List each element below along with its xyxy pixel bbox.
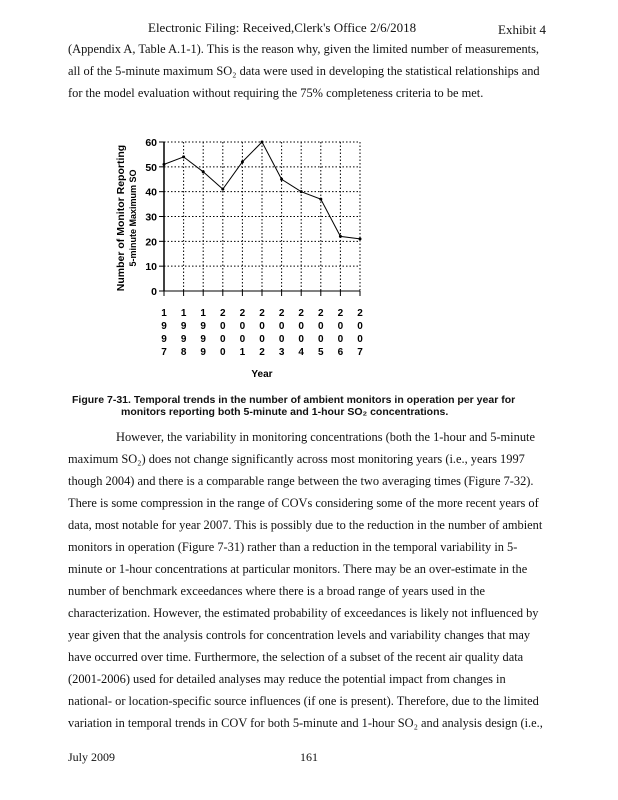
page-number: 161: [300, 750, 318, 764]
y-tick-label: 60: [145, 137, 157, 149]
figure-caption: [72, 394, 515, 418]
text-line: number of benchmark exceedances where there is a broad range of years used in the: [68, 584, 485, 598]
text-line: data, most notable for year 2007. This is possibly due to the reduction in the number of ambient: [68, 518, 543, 532]
caption-line: Figure 7-31. Temporal trends in the number of ambient monitors in operation per year for: [72, 394, 516, 406]
y-axis-subtitle: 5-minute Maximum SO: [128, 169, 138, 267]
text-line: characterization. However, the estimated probability of exceedances is likely not influenced by: [68, 606, 539, 620]
y-tick-label: 40: [145, 186, 157, 199]
y-axis-title: Number of Monitor Reporting: [115, 144, 127, 292]
y-tick-label: 10: [145, 261, 157, 274]
data-point: [202, 170, 205, 173]
text-line: However, the variability in monitoring concentrations (both the 1-hour and 5-minute: [116, 430, 535, 444]
data-point: [359, 237, 362, 240]
data-point: [221, 188, 224, 191]
text-line: variation in temporal trends in COV for both 5-minute and 1-hour SO₂ and analysis design (i.e.,: [68, 716, 543, 730]
x-tick-label: 2 0 0 2: [259, 308, 265, 358]
data-point: [241, 160, 244, 163]
text-line: have occurred over time. Furthermore, the selection of a subset of the recent air quality data: [68, 650, 524, 664]
caption-line: monitors reporting both 5-minute and 1-hour SO₂ concentrations.: [121, 406, 449, 418]
paragraph-2: [68, 426, 550, 734]
y-axis-label: [115, 145, 138, 291]
exhibit-label: Exhibit 4: [498, 22, 547, 37]
data-point: [182, 155, 185, 158]
text-line: year given that the analysis controls for concentration levels and variability changes that may: [68, 628, 531, 642]
x-axis-title: Year: [251, 369, 273, 380]
text-line: (2001-2006) used for detailed analyses may reduce the potential impact from changes in: [68, 672, 506, 686]
y-tick-label: 50: [145, 161, 157, 174]
text-line: for the model evaluation without requiring the 75% completeness criteria to be met.: [68, 86, 484, 100]
data-point: [319, 198, 322, 201]
y-tick-label: 0: [151, 286, 157, 298]
x-tick-label: 1 9 9 7: [161, 308, 167, 358]
data-point: [261, 141, 264, 144]
y-tick-label: 20: [145, 236, 157, 249]
footer-date: July 2009: [68, 750, 116, 764]
x-tick-label: 1 9 9 8: [180, 308, 187, 358]
text-line: monitors in operation (Figure 7-31) rather than a reduction in the temporal variability in 5-: [68, 540, 518, 554]
text-line: (Appendix A, Table A.1-1). This is the reason why, given the limited number of measurements,: [68, 42, 540, 56]
x-tick-label: 2 0 0 5: [318, 308, 324, 358]
data-point: [300, 190, 303, 193]
x-tick-label: 2 0 0 6: [337, 308, 344, 358]
x-tick-label: 2 0 0 3: [278, 308, 285, 358]
text-line: minute or 1-hour concentrations at particular monitors. There may be an over-estimate in the: [68, 562, 528, 576]
x-tick-label: 2 0 0 4: [298, 308, 304, 358]
text-line: though 2004) and there is a comparable range between the two averaging times (Figure 7-32).: [68, 474, 534, 488]
data-point: [280, 178, 283, 181]
text-line: national- or location-specific source influences (if one is present). Therefore, due to the limited: [68, 694, 539, 708]
x-tick-label: 2 0 0 0: [220, 308, 226, 358]
x-tick-label: 2 0 0 7: [357, 308, 363, 358]
y-tick-label: 30: [145, 211, 157, 224]
text-line: There is some compression in the range of COVs considering some of the more recent years of: [68, 496, 539, 510]
data-point: [339, 235, 342, 238]
x-tick-label: 1 9 9 9: [200, 308, 206, 358]
filing-stamp: Electronic Filing: Received,Clerk's Office 2/6/2018: [148, 20, 417, 35]
text-line: maximum SO₂) does not change significantly across most monitoring years (i.e., years 1997: [68, 452, 525, 466]
data-point: [163, 163, 166, 166]
x-tick-label: 2 0 0 1: [239, 308, 246, 358]
text-line: all of the 5-minute maximum SO₂ data were used in developing the statistical relationships and: [68, 64, 540, 78]
